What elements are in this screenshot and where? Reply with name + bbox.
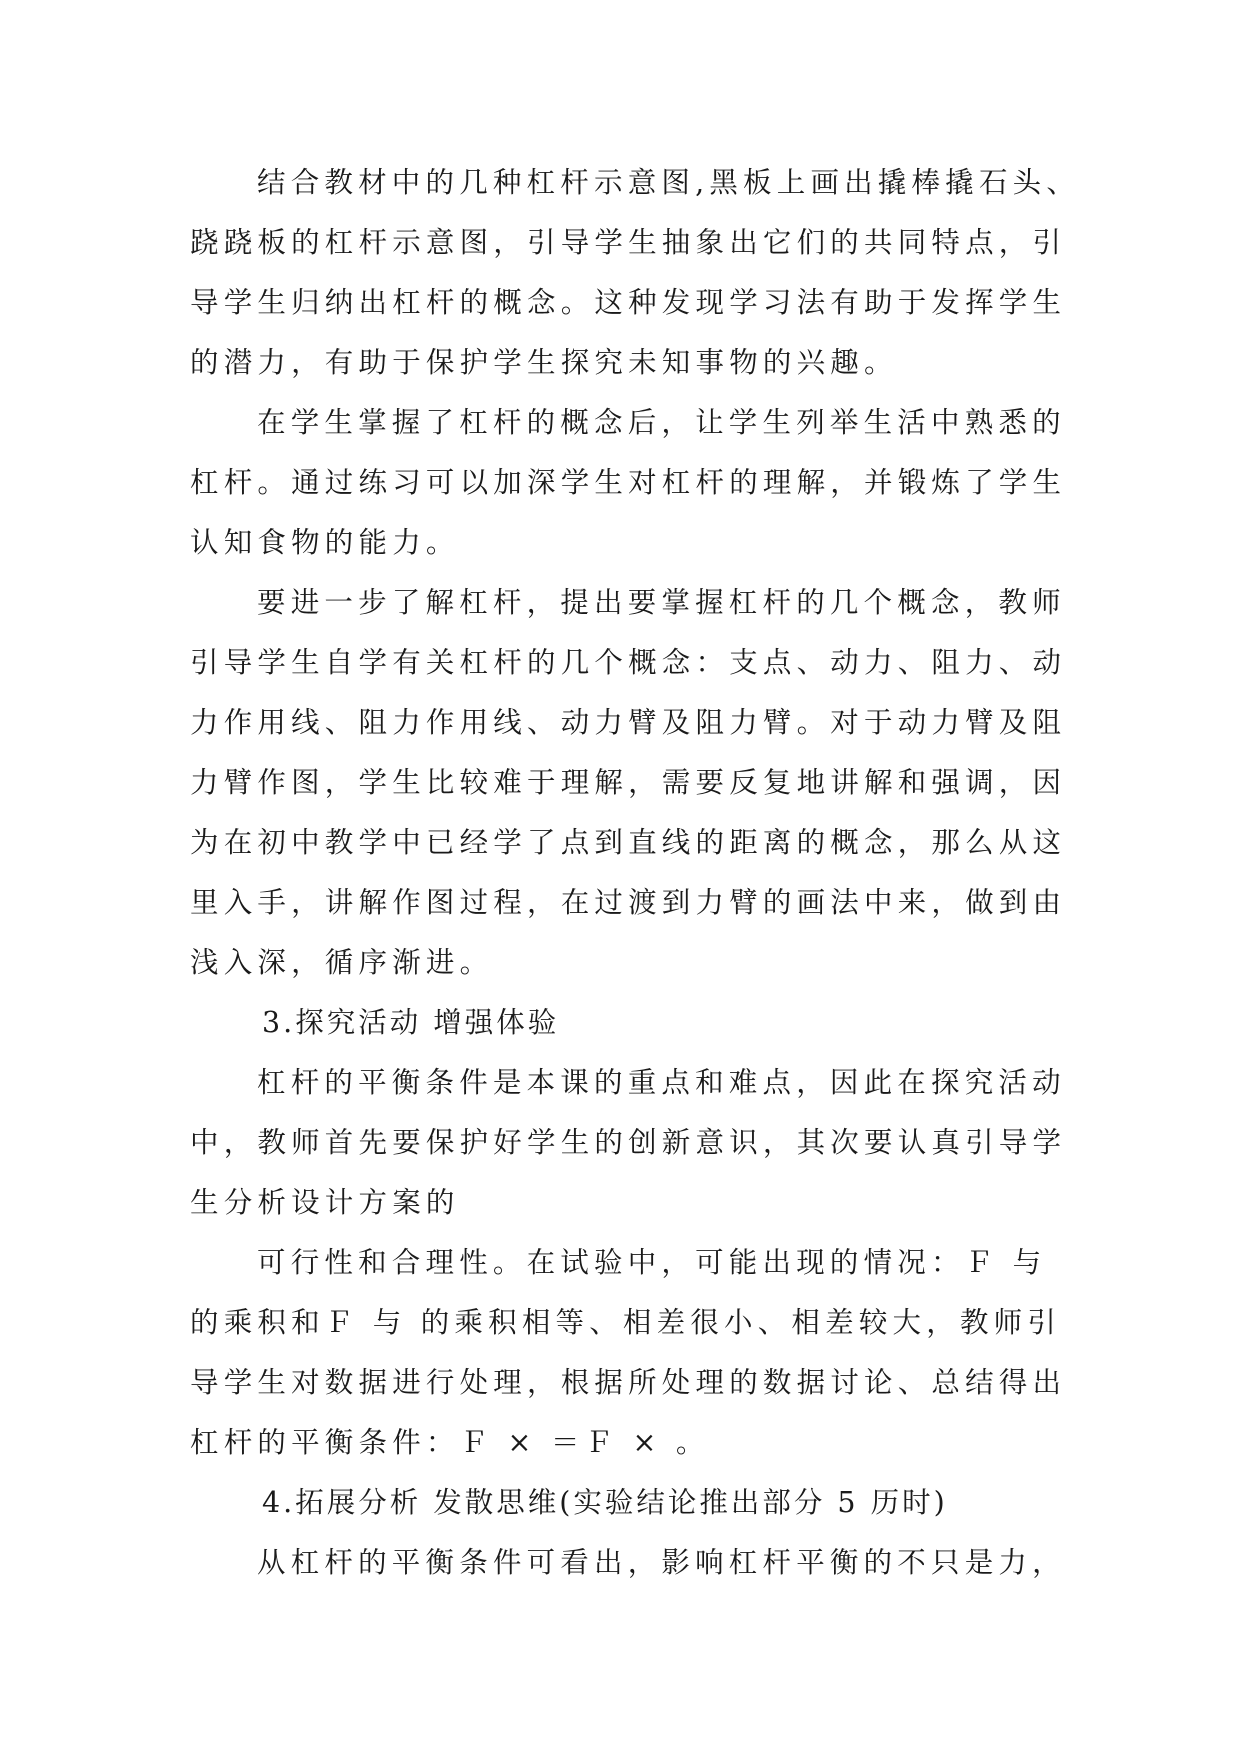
paragraph-line: 从杠杆的平衡条件可看出，影响杠杆平衡的不只是力， xyxy=(257,1546,1066,1579)
paragraph-line: 浅入深，循序渐进。 xyxy=(190,946,494,979)
paragraph-line: 里入手，讲解作图过程，在过渡到力臂的画法中来，做到由 xyxy=(190,886,1067,919)
paragraph-line: 杠杆。通过练习可以加深学生对杠杆的理解，并锻炼了学生 xyxy=(190,466,1067,499)
section-heading: 3.探究活动 增强体验 xyxy=(262,1006,560,1039)
paragraph-line: 导学生对数据进行处理，根据所处理的数据讨论、总结得出 xyxy=(190,1366,1067,1399)
paragraph-line: 结合教材中的几种杠杆示意图,黑板上画出撬棒撬石头、 xyxy=(257,166,1081,199)
paragraph-line: 中，教师首先要保护好学生的创新意识，其次要认真引导学 xyxy=(190,1126,1067,1159)
paragraph-line: 力臂作图，学生比较难于理解，需要反复地讲解和强调，因 xyxy=(190,766,1067,799)
paragraph-line: 可行性和合理性。在试验中，可能出现的情况：Ｆ 与 xyxy=(257,1246,1047,1279)
paragraph-line: 要进一步了解杠杆，提出要掌握杠杆的几个概念，教师 xyxy=(257,586,1066,619)
paragraph-line: 导学生归纳出杠杆的概念。这种发现学习法有助于发挥学生 xyxy=(190,286,1067,319)
paragraph-line: 认知食物的能力。 xyxy=(190,526,460,559)
paragraph-line: 的潜力，有助于保护学生探究未知事物的兴趣。 xyxy=(190,346,898,379)
paragraph-line: 的乘积和Ｆ 与 的乘积相等、相差很小、相差较大，教师引 xyxy=(190,1306,1062,1339)
section-heading: 4.拓展分析 发散思维(实验结论推出部分 5 历时) xyxy=(262,1486,948,1519)
paragraph-line: 杠杆的平衡条件是本课的重点和难点，因此在探究活动 xyxy=(257,1066,1066,1099)
paragraph-line: 跷跷板的杠杆示意图，引导学生抽象出它们的共同特点，引 xyxy=(190,226,1067,259)
paragraph-line: 力作用线、阻力作用线、动力臂及阻力臂。对于动力臂及阻 xyxy=(190,706,1067,739)
paragraph-line: 杠杆的平衡条件：Ｆ × ＝Ｆ × 。 xyxy=(190,1426,710,1459)
paragraph-line: 生分析设计方案的 xyxy=(190,1186,460,1219)
paragraph-line: 为在初中教学中已经学了点到直线的距离的概念，那么从这 xyxy=(190,826,1067,859)
paragraph-line: 引导学生自学有关杠杆的几个概念：支点、动力、阻力、动 xyxy=(190,646,1067,679)
paragraph-line: 在学生掌握了杠杆的概念后，让学生列举生活中熟悉的 xyxy=(257,406,1066,439)
